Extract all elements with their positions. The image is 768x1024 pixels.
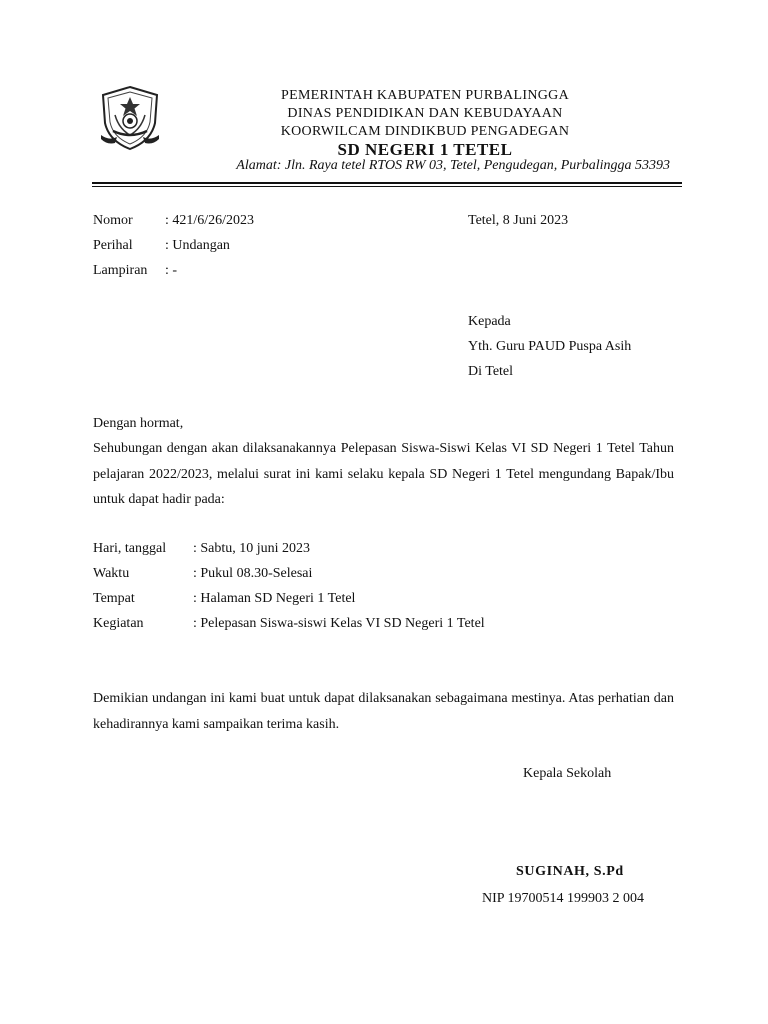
header-department: DINAS PENDIDIKAN DAN KEBUDAYAAN [287,106,563,121]
event-place-value: : Halaman SD Negeri 1 Tetel [193,591,356,606]
event-time-label: Waktu [93,566,130,581]
header-divider-thick [92,182,682,184]
event-place-label: Tempat [93,591,135,606]
signature-title: Kepala Sekolah [523,766,612,781]
recipient-location: Di Tetel [468,364,514,379]
header-government: PEMERINTAH KABUPATEN PURBALINGGA [281,88,569,103]
greeting: Dengan hormat, [93,416,184,431]
event-day-value: : Sabtu, 10 juni 2023 [193,541,311,556]
recipient-heading: Kepada [468,314,511,329]
regency-emblem-icon [97,85,163,151]
perihal-value: : Undangan [165,238,230,253]
closing-paragraph: Demikian undangan ini kami buat untuk dapat dilaksanakan sebagaimana mestinya. Atas perhatian dan kehadirannya kami sampaikan terima kasih. [93,691,674,732]
event-activity-value: : Pelepasan Siswa-siswi Kelas VI SD Negeri 1 Tetel [193,616,485,631]
intro-paragraph: Sehubungan dengan akan dilaksanakannya Pelepasan Siswa-Siswi Kelas VI SD Negeri 1 Tetel Tahun pelajaran 2022/2023, melalui surat ini kami selaku kepala SD Negeri 1 Tetel mengundang Bapak/Ibu untuk dapat hadir pada: [93,441,674,507]
lampiran-value: : - [165,263,178,278]
lampiran-label: Lampiran [93,263,148,278]
signature-name: SUGINAH, S.Pd [516,864,624,879]
header-school-name: SD NEGERI 1 TETEL [337,140,513,159]
header-divider-thin [92,186,682,187]
nomor-value: : 421/6/26/2023 [165,213,255,228]
nomor-label: Nomor [93,213,133,228]
recipient-name: Yth. Guru PAUD Puspa Asih [468,339,632,354]
letter-date: Tetel, 8 Juni 2023 [468,213,569,228]
header-office: KOORWILCAM DINDIKBUD PENGADEGAN [280,124,570,139]
event-time-value: : Pukul 08.30-Selesai [193,566,313,581]
perihal-label: Perihal [93,238,133,253]
event-day-label: Hari, tanggal [93,541,167,556]
signature-nip: NIP 19700514 199903 2 004 [482,891,645,906]
event-activity-label: Kegiatan [93,616,144,631]
header-address: Alamat: Jln. Raya tetel RTOS RW 03, Tetel, Pengudegan, Purbalingga 53393 [236,158,670,173]
